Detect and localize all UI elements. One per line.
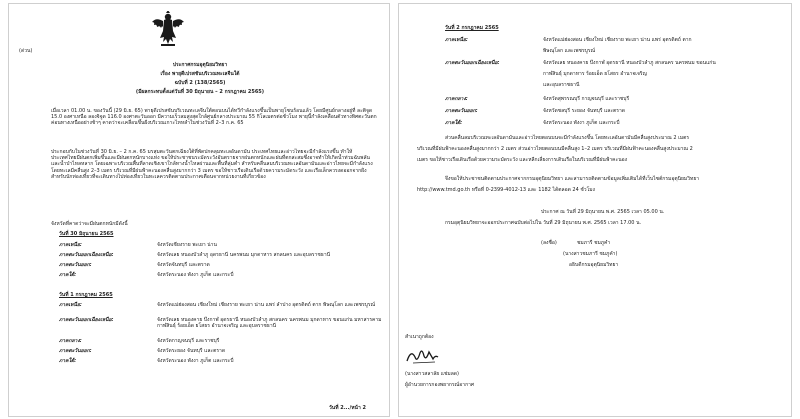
signed-label: (ลงชื่อ) — [541, 240, 557, 246]
region-provinces: จังหวัดกาญจนบุรี และราชบุรี — [157, 338, 220, 344]
region-provinces: จังหวัดระยอง จันทบุรี และตราด — [157, 348, 226, 354]
heavy-rain-intro: จังหวัดที่คาดว่าจะมีฝนตกหนักมีดังนี้ — [51, 221, 128, 227]
document-page-1 — [8, 3, 390, 417]
region-label: ภาคใต้: — [445, 120, 463, 126]
handwritten-signature-icon — [405, 345, 439, 367]
announcement-effective-dates: (มีผลกระทบตั้งแต่วันที่ 30 มิถุนายน – 2 กรกฎาคม 2565) — [135, 89, 265, 95]
region-provinces: จังหวัดสุพรรณบุรี กาญจนบุรี และราชบุรี — [543, 96, 630, 102]
region-label: ภาคเหนือ: — [59, 242, 82, 248]
region-label: ภาคใต้: — [59, 272, 77, 278]
next-issue-notice: กรมอุตุนิยมวิทยาจะออกประกาศฉบับต่อไปใน วันที่ 29 มิถุนายน พ.ศ. 2565 เวลา 17.00 น. — [445, 220, 642, 226]
monsoon-paragraph: ประกอบกับในช่วงวันที่ 30 มิ.ย. – 2 ก.ค. 65 มรสุมตะวันตกเฉียงใต้ที่พัดปกคลุมทะเลอันดามัน ประเทศไทยและอ่าวไทยจะมีกำลังแรงขึ้น ทำให้ประเทศไทยมีฝนตกเพิ่มขึ้นและมีฝนตกหนักบางแห่ง ขอให้ประชาชนระมัดระวังอันตรายจากฝนตกหนักและฝนที่ตกสะสมซึ่งอาจทำให้เกิดน้ำท่วมฉับพลันและน้ำป่าไหลหลาก โดยเฉพาะบริเวณพื้นที่ลาดเชิงเขาใกล้ทางน้ำไหลผ่านและพื้นที่ลุ่มต่ำ สำหรับคลื่นลมบริเวณทะเลอันดามันและอ่าวไทยจะมีกำลังแรง โดยทะเลมีคลื่นสูง 2–3 เมตร บริเวณที่มีฝนฟ้าคะนองคลื่นสูงมากกว่า 3 เมตร ขอให้ชาวเรือเดินเรือด้วยความระมัดระวัง และเรือเล็กควรงดออกจากฝั่ง สำหรับนักท่องเที่ยวที่จะเดินทางไปท่องเที่ยวในทะเลควรติดตามประกาศเตือนจากหน่วยงานที่เกี่ยวข้อง — [51, 149, 373, 180]
region-provinces: จังหวัดเลย หนองคาย บึงกาฬ อุดรธานี หนองบัวลำภู สกลนคร นครพนม ขอนแก่น — [543, 60, 716, 66]
section-date-jun30: วันที่ 30 มิถุนายน 2565 — [59, 231, 114, 237]
region-provinces-cont: และอุบลราชธานี — [543, 82, 580, 88]
follow-up-line-1: จึงขอให้ประชาชนติดตามประกาศจากกรมอุตุนิยมวิทยา และสามารถติดตามข้อมูลเพิ่มเติมได้ที่เว็บไซต์กรมอุตุนิยมวิทยา — [445, 176, 700, 182]
region-provinces-cont: กาฬสินธุ์ มุกดาหาร ร้อยเอ็ด ยโสธร อำนาจเจริญ — [543, 71, 647, 77]
region-label: ภาคใต้: — [59, 358, 77, 364]
certifier-name: (นางสาวสลาลัย แช่มลด) — [405, 371, 459, 377]
region-label: ภาคตะวันออกเฉียงเหนือ: — [59, 252, 114, 258]
follow-up-line-2: http://www.tmd.go.th หรือที่ 0-2399-4012-13 และ 1182 ได้ตลอด 24 ชั่วโมง — [417, 187, 595, 193]
certified-copy-label: สำเนาถูกต้อง — [405, 334, 434, 340]
section-date-jul1: วันที่ 1 กรกฎาคม 2565 — [59, 292, 113, 298]
announcement-datetime: ประกาศ ณ วันที่ 29 มิถุนายน พ.ศ. 2565 เวลา 05.00 น. — [541, 209, 665, 215]
waves-paragraph-line-1: ส่วนคลื่นลมบริเวณทะเลอันดามันและอ่าวไทยตอนบนจะมีกำลังแรงขึ้น โดยทะเลอันดามันมีคลื่นสูงประมาณ 2 เมตร — [445, 135, 690, 141]
signer-name-full: (นางสาวชมภารี ชมภูคำ) — [563, 251, 618, 257]
region-provinces: จังหวัดระนอง พังงา ภูเก็ต และกระบี่ — [543, 120, 620, 126]
urgency-label: (ด่วน) — [19, 48, 33, 54]
region-label: ภาคตะวันออกเฉียงเหนือ: — [445, 60, 500, 66]
region-provinces: จังหวัดเลย หนองคาย บึงกาฬ อุดรธานี หนองบัวลำภู สกลนคร นครพนม มุกดาหาร ขอนแก่น มหาสารคาม กาฬสินธุ์ ร้อยเอ็ด ยโสธร อำนาจเจริญ และอุบลราชธานี — [157, 317, 382, 329]
region-provinces: จังหวัดระนอง พังงา ภูเก็ต และกระบี่ — [157, 272, 234, 278]
announcement-subject: เรื่อง พายุดีเปรสชันบริเวณทะเลจีนใต้ — [160, 71, 240, 77]
region-label: ภาคตะวันออกเฉียงเหนือ: — [59, 317, 114, 323]
announcement-agency: ประกาศกรมอุตุนิยมวิทยา — [172, 62, 228, 68]
region-provinces: จังหวัดจันทบุรี และตราด — [157, 262, 210, 268]
region-label: ภาคเหนือ: — [445, 37, 468, 43]
region-label: ภาคเหนือ: — [59, 302, 82, 308]
page-continuation: วันที่ 2.../หน้า 2 — [329, 405, 367, 411]
region-label: ภาคกลาง: — [445, 96, 468, 102]
region-label: ภาคตะวันออก: — [59, 262, 92, 268]
region-provinces-cont: พิษณุโลก และเพชรบูรณ์ — [543, 48, 596, 54]
region-provinces: จังหวัดแม่ฮ่องสอน เชียงใหม่ เชียงราย พะเยา น่าน แพร่ ลำปาง อุตรดิตถ์ ตาก พิษณุโลก และเพชรบูรณ์ — [157, 302, 376, 308]
certifier-title: ผู้อำนวยการกองพยากรณ์อากาศ — [405, 382, 475, 388]
region-label: ภาคกลาง: — [59, 338, 82, 344]
signer-name: ชมภารี ชมภูคำ — [577, 240, 611, 246]
region-provinces: จังหวัดชลบุรี ระยอง จันทบุรี และตราด — [543, 108, 626, 114]
storm-paragraph: เมื่อเวลา 01.00 น. ของวันนี้ (29 มิ.ย. 65) พายุดีเปรสชันบริเวณทะเลจีนใต้ตอนบนได้ทวีกำลังแรงขึ้นเป็นพายุโซนร้อนแล้ว โดยมีศูนย์กลางอยู่ที่ ละติจูด 15.0 องศาเหนือ ลองจิจูด 116.0 องศาตะวันออก มีความเร็วลมสูงสุดใกล้ศูนย์กลางประมาณ 55 กิโลเมตรต่อชั่วโมง พายุนี้กำลังเคลื่อนตัวทางทิศตะวันตกค่อนทางเหนืออย่างช้าๆ คาดว่าจะเคลื่อนขึ้นฝั่งบริเวณเกาะไหหลำในช่วงวันที่ 2–3 ก.ค. 65 — [51, 108, 377, 127]
region-label: ภาคตะวันออก: — [445, 108, 478, 114]
region-provinces: จังหวัดเลย หนองบัวลำภู อุดรธานี นครพนม มุกดาหาร สกลนคร และอุบลราชธานี — [157, 252, 331, 258]
region-label: ภาคตะวันออก: — [59, 348, 92, 354]
announcement-issue: ฉบับที่ 2 (138/2565) — [174, 80, 226, 86]
region-provinces: จังหวัดแม่ฮ่องสอน เชียงใหม่ เชียงราย พะเยา น่าน แพร่ อุตรดิตถ์ ตาก — [543, 37, 692, 43]
garuda-emblem-icon — [151, 11, 185, 49]
section-date-jul2: วันที่ 2 กรกฎาคม 2565 — [445, 25, 499, 31]
region-provinces: จังหวัดเชียงราย พะเยา น่าน — [157, 242, 217, 248]
waves-paragraph-line-2: บริเวณที่มีฝนฟ้าคะนองคลื่นสูงมากกว่า 2 เมตร ส่วนอ่าวไทยตอนบนมีคลื่นสูง 1–2 เมตร บริเวณที่มีฝนฟ้าคะนองคลื่นสูงประมาณ 2 — [417, 146, 693, 152]
signer-title: อธิบดีกรมอุตุนิยมวิทยา — [569, 262, 619, 268]
region-provinces: จังหวัดระนอง พังงา ภูเก็ต และกระบี่ — [157, 358, 234, 364]
waves-paragraph-line-3: เมตร ขอให้ชาวเรือเดินเรือด้วยความระมัดระวัง และหลีกเลี่ยงการเดินเรือในบริเวณที่มีฝนฟ้าคะนอง — [417, 157, 628, 163]
document-page-2 — [398, 3, 792, 417]
